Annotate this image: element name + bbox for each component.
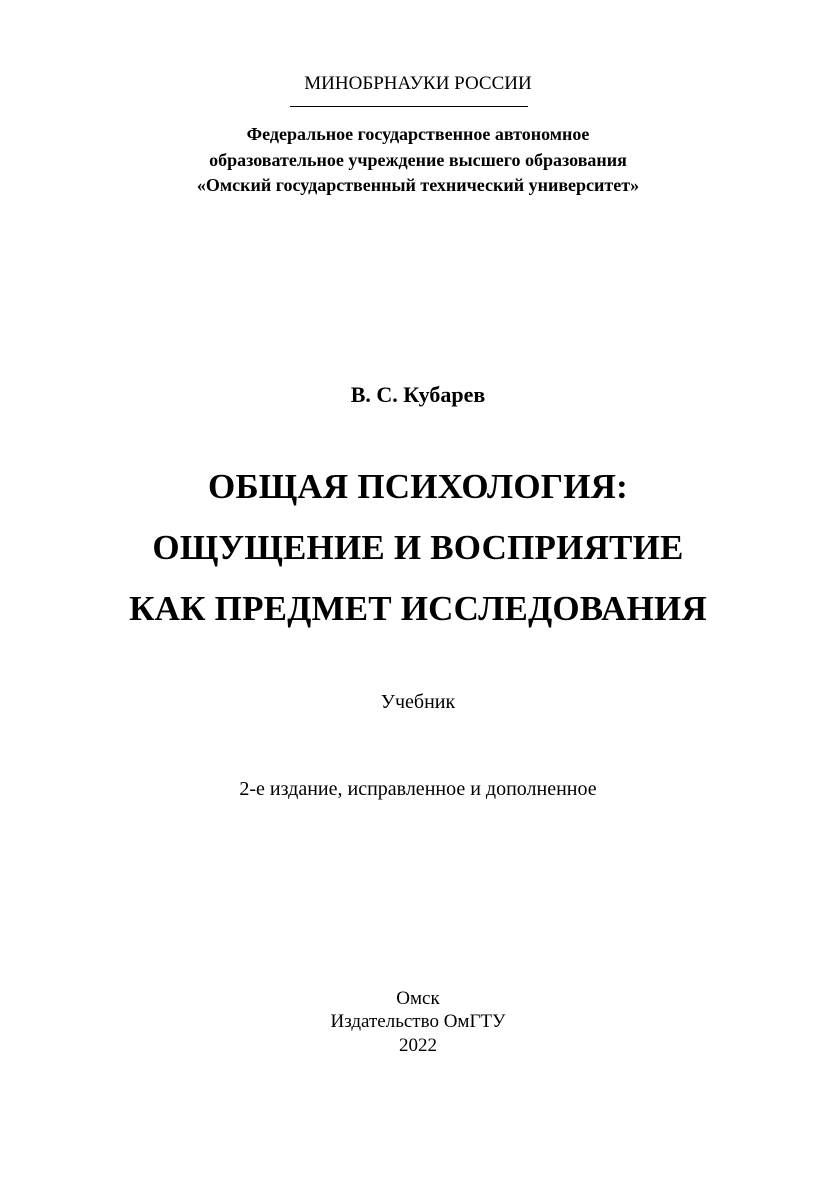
header-divider [290,106,528,107]
title-line: КАК ПРЕДМЕТ ИССЛЕДОВАНИЯ [129,589,707,628]
title-line: ОБЩАЯ ПСИХОЛОГИЯ: [208,467,628,506]
institution-line: Федеральное государственное автономное [246,124,590,144]
publication-type: Учебник [380,691,456,713]
edition-note: 2-е издание, исправленное и дополненное [239,778,597,800]
institution-line: «Омский государственный технический университет» [196,175,640,195]
imprint-city: Омск [396,988,440,1009]
ministry-name: МИНОБРНАУКИ РОССИИ [304,73,532,94]
author-name: В. С. Кубарев [350,382,486,407]
imprint-year: 2022 [399,1035,437,1056]
title-line: ОЩУЩЕНИЕ И ВОСПРИЯТИЕ [152,528,684,567]
institution-line: образовательное учреждение высшего образования [209,150,627,170]
imprint-publisher: Издательство ОмГТУ [330,1011,506,1032]
